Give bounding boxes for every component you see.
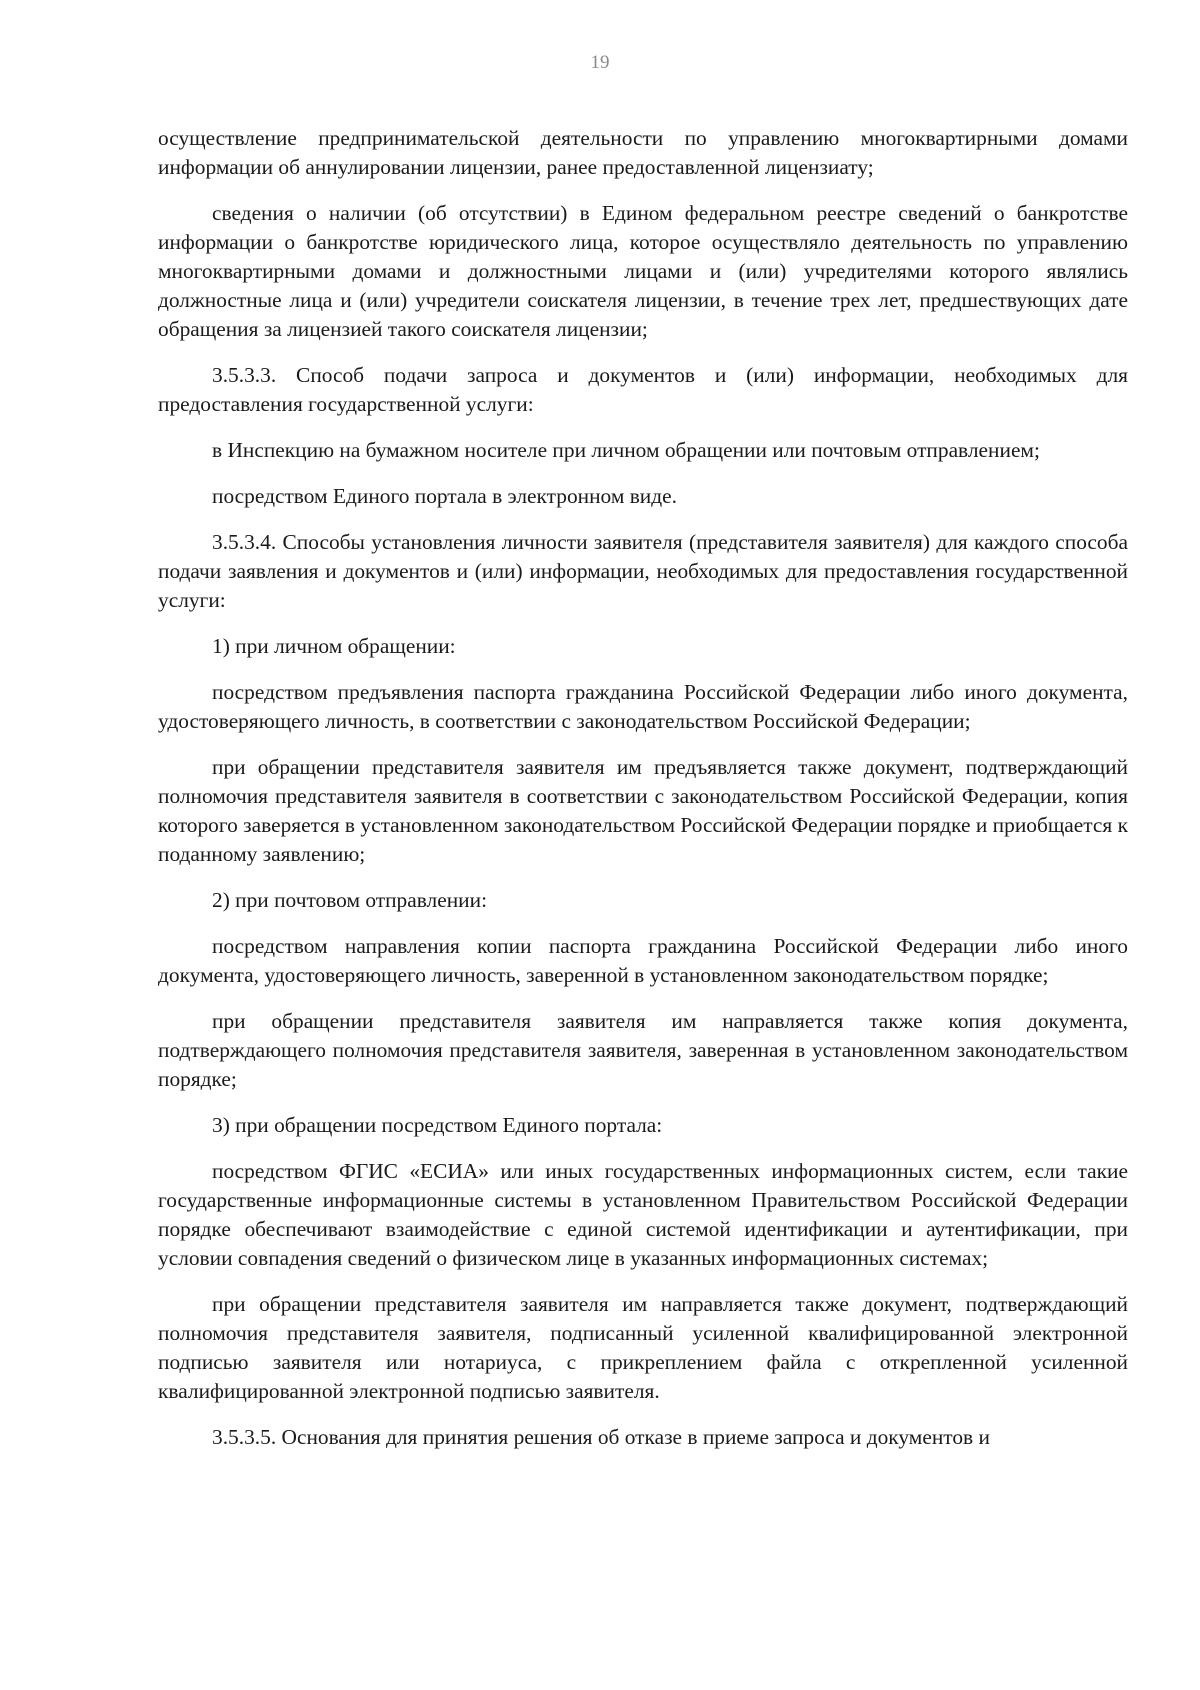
paragraph-paper-submission: в Инспекцию на бумажном носителе при личном обращении или почтовым отправлением; [212, 438, 1040, 462]
paragraph-esia-identification: посредством ФГИС «ЕСИА» или иных государственных информационных систем, если такие государственные информационные системы в установленном Правительством Российской Федерации порядке обеспечивают взаимодействие с единой системой идентификации и аутентификации, при условии совпадения сведений о физическом лице в указанных информационных системах; [158, 1159, 1128, 1270]
paragraph-passport-copy: посредством направления копии паспорта гражданина Российской Федерации либо иного документа, удостоверяющего личность, заверенной в установленном законодательством порядке; [158, 934, 1128, 987]
paragraph-item-1-personal: 1) при личном обращении: [212, 634, 456, 658]
paragraph-item-3-portal: 3) при обращении посредством Единого портала: [212, 1113, 663, 1137]
paragraph-3-5-3-4: 3.5.3.4. Способы установления личности заявителя (представителя заявителя) для каждого способа подачи заявления и документов и (или) информации, необходимых для предоставления государственной услуги: [158, 530, 1128, 612]
paragraph-3-5-3-5: 3.5.3.5. Основания для принятия решения об отказе в приеме запроса и документов и [212, 1425, 990, 1449]
paragraph-passport-presentation: посредством предъявления паспорта гражданина Российской Федерации либо иного документа, удостоверяющего личность, в соответствии с законодательством Российской Федерации; [158, 680, 1128, 733]
paragraph-representative-signature: при обращении представителя заявителя им направляется также документ, подтверждающий полномочия представителя заявителя, подписанный усиленной квалифицированной электронной подписью заявителя или нотариуса, с прикреплением файла с открепленной усиленной квалифицированной электронной подписью заявителя. [158, 1292, 1128, 1403]
paragraph-representative-copy: при обращении представителя заявителя им направляется также копия документа, подтверждающего полномочия представителя заявителя, заверенная в установленном законодательством порядке; [158, 1009, 1128, 1091]
page-number: 19 [590, 52, 610, 73]
paragraph-license-annulment: осуществление предпринимательской деятельности по управлению многоквартирными домами информации об аннулировании лицензии, ранее предоставленной лицензиату; [158, 126, 1128, 179]
paragraph-item-2-postal: 2) при почтовом отправлении: [212, 888, 488, 912]
paragraph-portal-submission: посредством Единого портала в электронном виде. [212, 484, 677, 508]
paragraph-3-5-3-3: 3.5.3.3. Способ подачи запроса и документов и (или) информации, необходимых для предоставления государственной услуги: [158, 363, 1128, 416]
document-body [158, 124, 1128, 1469]
paragraph-representative-presentation: при обращении представителя заявителя им предъявляется также документ, подтверждающий полномочия представителя заявителя в соответствии с законодательством Российской Федерации, копия которого заверяется в установленном законодательством Российской Федерации порядке и приобщается к поданному заявлению; [158, 755, 1128, 866]
paragraph-bankruptcy-registry: сведения о наличии (об отсутствии) в Едином федеральном реестре сведений о банкротстве информации о банкротстве юридического лица, которое осуществляло деятельность по управлению многоквартирными домами и должностными лицами и (или) учредителями которого являлись должностные лица и (или) учредители соискателя лицензии, в течение трех лет, предшествующих дате обращения за лицензией такого соискателя лицензии; [158, 201, 1128, 341]
